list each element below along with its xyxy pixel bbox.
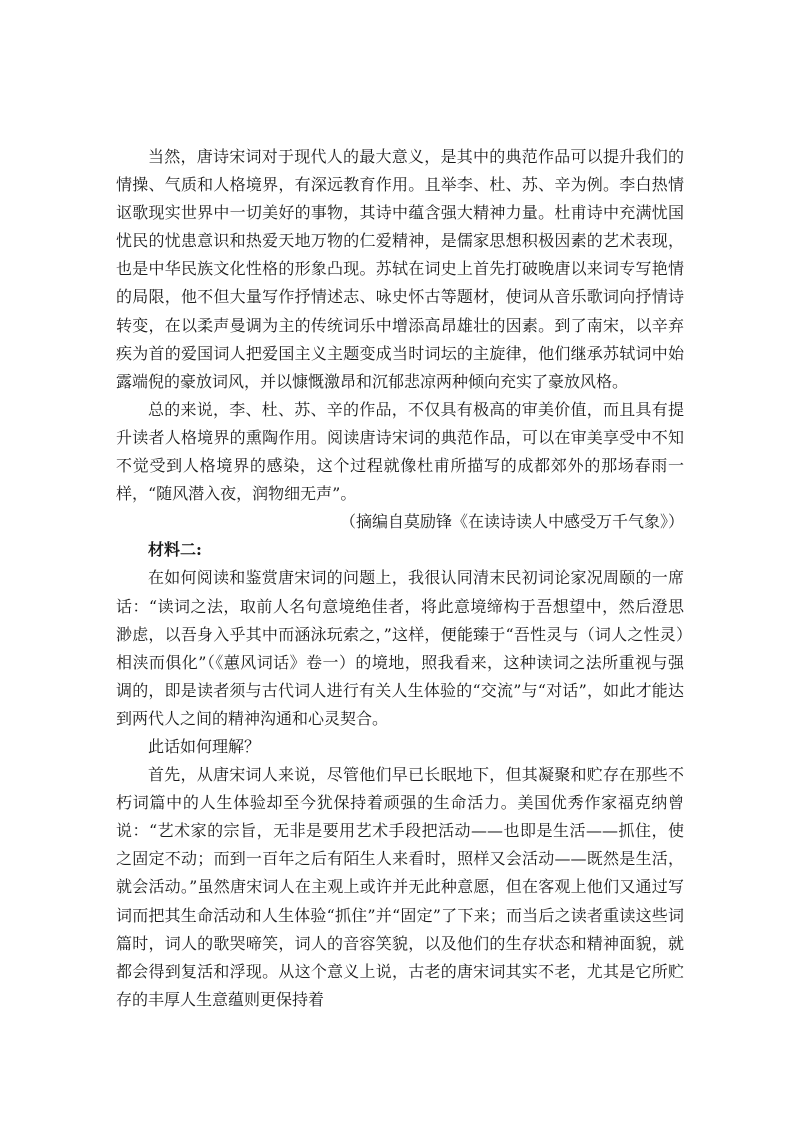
paragraph-reading-method: 在如何阅读和鉴赏唐宋词的问题上，我很认同清末民初词论家况周颐的一席话：“读词之法，取前人名句意境绝佳者，将此意境缔构于吾想望中，然后澄思渺虑，以吾身入乎其中而涵泳玩索之，”这样，便能臻于“吾性灵与（词人之性灵）相浃而俱化”（《蕙风词话》卷一）的境地，照我看来，这种读词之法所重视与强调的，即是读者须与古代词人进行有关人生体验的“交流”与“对话”，如此才能达到两代人之间的精神沟通和心灵契合。 bbox=[116, 568, 684, 728]
source-citation: （摘编自莫励锋《在读诗读人中感受万千气象》） bbox=[339, 512, 684, 532]
paragraph-significance: 当然，唐诗宋词对于现代人的最大意义，是其中的典范作品可以提升我们的情操、气质和人格境界，有深远教育作用。且举李、杜、苏、辛为例。李白热情讴歌现实世界中一切美好的事物，其诗中蕴含强大精神力量。杜甫诗中充满忧国忧民的忧患意识和热爱天地万物的仁爱精神，是儒家思想积极因素的艺术表现，也是中华民族文化性格的形象凸现。苏轼在词史上首先打破晚唐以来词专写艳情的局限，他不但大量写作抒情述志、咏史怀古等题材，使词从音乐歌词向抒情诗转变，在以柔声曼调为主的传统词乐中增添高昂雄壮的因素。到了南宋，以辛弃疾为首的爱国词人把爱国主义主题变成当时词坛的主旋律，他们继承苏轼词中始露端倪的豪放词风，并以慷慨激昂和沉郁悲凉两种倾向充实了豪放风格。 bbox=[116, 147, 684, 391]
paragraph-question: 此话如何理解？ bbox=[148, 736, 261, 756]
paragraph-first-point: 首先，从唐宋词人来说，尽管他们早已长眠地下，但其凝聚和贮存在那些不朽词篇中的人生体验却至今犹保持着顽强的生命活力。美国优秀作家福克纳曾说：“艺术家的宗旨，无非是要用艺术手段把活动——也即是生活——抓住，使之固定不动；而到一百年之后有陌生人来看时，照样又会活动——既然是生活，就会活动。”虽然唐宋词人在主观上或许并无此种意愿，但在客观上他们又通过写词而把其生命活动和人生体验“抓住”并“固定”了下来；而当后之读者重读这些词篇时，词人的歌哭啼笑，词人的音容笑貌，以及他们的生存状态和精神面貌，就都会得到复活和浮现。从这个意义上说，古老的唐宋词其实不老，尤其是它所贮存的丰厚人生意蕴则更保持着 bbox=[116, 765, 684, 1009]
material-two-heading: 材料二: bbox=[148, 540, 202, 560]
document-page bbox=[116, 143, 684, 1014]
paragraph-summary: 总的来说，李、杜、苏、辛的作品，不仅具有极高的审美价值，而且具有提升读者人格境界的熏陶作用。阅读唐诗宋词的典范作品，可以在审美享受中不知不觉受到人格境界的感染，这个过程就像杜甫所描写的成都郊外的那场春雨一样，“随风潜入夜，润物细无声”。 bbox=[116, 399, 684, 504]
